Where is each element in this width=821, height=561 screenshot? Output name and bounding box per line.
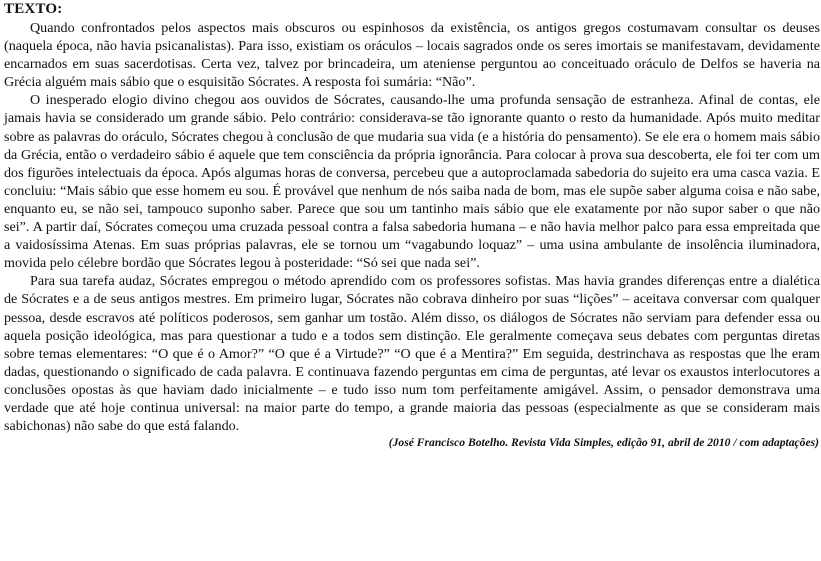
section-heading: TEXTO: bbox=[4, 1, 63, 17]
paragraph-2: O inesperado elogio divino chegou aos ouvidos de Sócrates, causando-lhe uma profunda sensação de estranheza. Afinal de contas, ele jamais havia se considerado um grande sábio. Pelo contrário: considerava-se tão ignorante quanto o resto da humanidade. Após muito meditar sobre as palavras do oráculo, Sócrates chegou à conclusão de que mudaria sua vida (e a história do pensamento). Se ele era o homem mais sábio da Grécia, então o verdadeiro sábio é aquele que tem consciência da própria ignorância. Para colocar à prova sua descoberta, ele foi ter com um dos figurões intelectuais da época. Após algumas horas de conversa, percebeu que a autoproclamada sabedoria do sujeito era uma casca vazia. E concluiu: “Mais sábio que esse homem eu sou. É provável que nenhum de nós saiba nada de bom, mas ele supõe saber alguma coisa e não sabe, enquanto eu, se não sei, tampouco suponho saber. Parece que sou um tantinho mais sábio que ele exatamente por não supor saber o que não sei”. A partir daí, Sócrates começou uma cruzada pessoal contra a falsa sabedoria humana – e não havia melhor palco para essa empreitada que a vaidosíssima Atenas. Em suas próprias palavras, ele se tornou um “vagabundo loquaz” – uma usina ambulante de insolência iluminadora, movida pelo célebre bordão que Sócrates legou à posteridade: “Só sei que nada sei”. bbox=[4, 92, 820, 272]
paragraph-3: Para sua tarefa audaz, Sócrates empregou o método aprendido com os professores sofistas. Mas havia grandes diferenças entre a dialética de Sócrates e a de seus antigos mestres. Em primeiro lugar, Sócrates não cobrava dinheiro por suas “lições” – aceitava conversar com qualquer pessoa, desde escravos até políticos poderosos, sem ganhar um tostão. Além disso, os diálogos de Sócrates não serviam para defender essa ou aquela posição ideológica, mas para questionar a tudo e a todos sem distinção. Ele geralmente começava seus debates com perguntas diretas sobre temas elementares: “O que é o Amor?” “O que é a Virtude?” “O que é a Mentira?” Em seguida, destrinchava as respostas que lhe eram dadas, questionando o significado de cada palavra. E continuava fazendo perguntas em cima de perguntas, até levar os exaustos interlocutores a conclusões opostas às que haviam dado inicialmente – e tudo isso num tom perfeitamente amigável. Assim, o pensador demonstrava uma verdade que até hoje continua universal: na maior parte do tempo, a grande maioria das pessoas (especialmente as que se consideram mais sabichonas) não sabe do que está falando. bbox=[4, 273, 820, 435]
source-credit: (José Francisco Botelho. Revista Vida Simples, edição 91, abril de 2010 / com adaptações) bbox=[388, 436, 819, 450]
document-page bbox=[4, 0, 820, 450]
paragraph-1: Quando confrontados pelos aspectos mais obscuros ou espinhosos da existência, os antigos gregos costumavam consultar os deuses (naquela época, não havia psicanalistas). Para isso, existiam os oráculos – locais sagrados onde os seres imortais se manifestavam, devidamente encarnados em suas sacerdotisas. Certa vez, talvez por brincadeira, um ateniense perguntou ao conceituado oráculo de Delfos se haveria na Grécia alguém mais sábio que o esquisitão Sócrates. A resposta foi sumária: “Não”. bbox=[4, 20, 820, 91]
